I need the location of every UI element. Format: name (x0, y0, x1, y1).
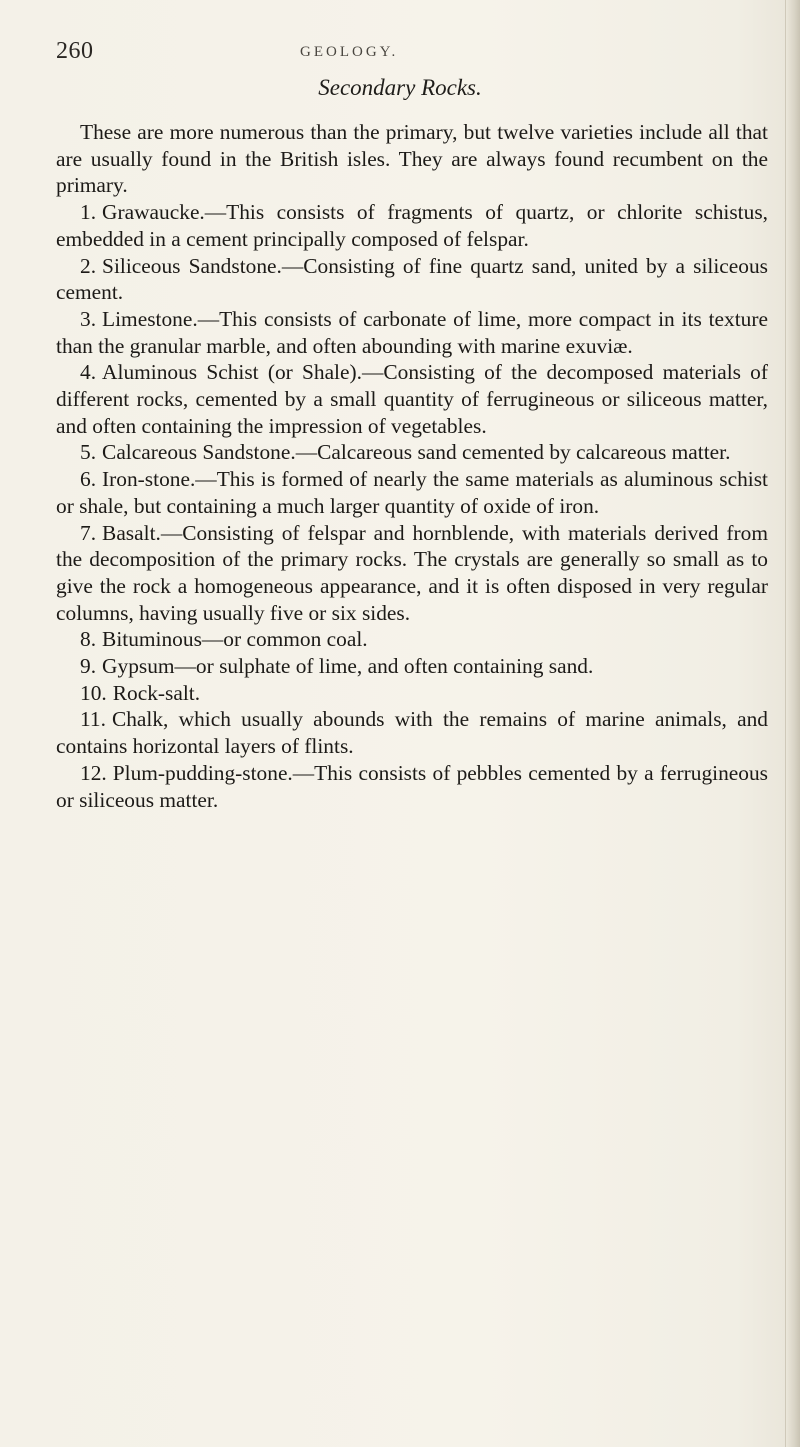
rock-entry-text: Aluminous Schist (or Shale).—Consisting of the decomposed materials of different rocks, cemented by a small quantity of ferrugineous or siliceous matter, and often containing the impression of vegetables. (56, 360, 768, 438)
page-number: 260 (56, 38, 94, 64)
rock-entry (56, 706, 768, 759)
rock-entry-text: Siliceous Sandstone.—Consisting of fine quartz sand, united by a siliceous cement. (56, 253, 768, 305)
rock-entry-text: Chalk, which usually abounds with the remains of marine animals, and contains horizontal layers of flints. (56, 707, 768, 759)
rock-entry (56, 653, 768, 680)
rock-entry-text: Iron-stone.—This is formed of nearly the same materials as aluminous schist or shale, but containing a much larger quantity of oxide of iron. (56, 467, 768, 518)
rock-entry-text: Calcareous Sandstone.—Calcareous sand cemented by calcareous matter. (102, 440, 731, 465)
rock-entry-text: Plum-pudding-stone.—This consists of pebbles cemented by a ferrugineous or siliceous matter. (56, 760, 768, 812)
rock-entry (56, 199, 768, 252)
rock-entry-number: 8. (80, 627, 97, 652)
rock-entry (56, 359, 768, 439)
rock-entry-text: Basalt.—Consisting of felspar and hornblende, with materials derived from the decomposition of the primary rocks. The crystals are generally so small as to give the rock a homogeneous appearance, and it is often disposed in very regular columns, having usually five or six sides. (56, 520, 768, 625)
rock-entry-number: 9. (80, 654, 97, 679)
body-text (56, 119, 768, 813)
running-head: GEOLOGY. (300, 44, 399, 60)
rock-entry-text: Limestone.—This consists of carbonate of lime, more compact in its texture than the granular marble, and often abounding with marine exuviæ. (56, 306, 768, 358)
rock-entry-number: 11. (80, 707, 106, 732)
rock-entry-number: 4. (80, 360, 97, 385)
rock-entry (56, 253, 768, 306)
rock-entry-number: 10. (80, 680, 107, 705)
page-binding-edge (785, 0, 800, 1447)
rock-entry-number: 6. (80, 467, 97, 492)
rock-entry (56, 680, 768, 707)
page-header (56, 38, 756, 78)
rock-entry (56, 520, 768, 627)
rock-entry-number: 5. (80, 440, 97, 465)
rock-entry (56, 626, 768, 653)
rock-entry-number: 3. (80, 306, 97, 331)
rock-entry (56, 466, 768, 519)
rock-entry-text: Bituminous—or common coal. (102, 627, 368, 652)
rock-entry (56, 306, 768, 359)
rock-entry-text: Rock-salt. (112, 680, 201, 705)
rock-entry-number: 7. (80, 520, 97, 545)
rock-entry-number: 12. (80, 760, 107, 785)
rock-entry (56, 760, 768, 813)
section-title: Secondary Rocks. (318, 75, 482, 100)
rock-entry-text: Grawaucke.—This consists of fragments of quartz, or chlorite schistus, embedded in a cement principally composed of felspar. (56, 200, 768, 251)
rock-entry-number: 1. (80, 200, 97, 225)
rock-entry-text: Gypsum—or sulphate of lime, and often containing sand. (102, 654, 594, 679)
rock-entry (56, 439, 768, 466)
rock-entry-number: 2. (80, 253, 97, 278)
intro-paragraph: These are more numerous than the primary, but twelve varieties include all that are usually found in the British isles. They are always found recumbent on the primary. (56, 120, 768, 198)
